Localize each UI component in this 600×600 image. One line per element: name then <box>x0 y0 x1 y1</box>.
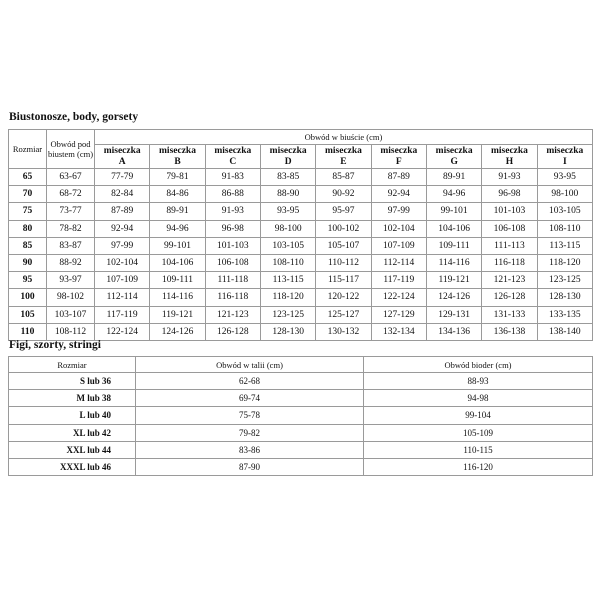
cup-value-cell: 113-115 <box>537 237 592 254</box>
cup-value-cell: 93-95 <box>537 169 592 186</box>
cup-value-cell: 111-113 <box>482 237 537 254</box>
waist-cell: 62-68 <box>136 373 364 390</box>
cup-value-cell: 98-100 <box>537 186 592 203</box>
cup-value-cell: 109-111 <box>150 272 205 289</box>
cup-value-cell: 104-106 <box>426 220 481 237</box>
size-cell: 100 <box>9 289 47 306</box>
cup-value-cell: 124-126 <box>150 323 205 340</box>
waist-cell: 79-82 <box>136 424 364 441</box>
cup-value-cell: 130-132 <box>316 323 371 340</box>
size-cell: S lub 36 <box>9 373 136 390</box>
cup-value-cell: 91-83 <box>205 169 260 186</box>
size-cell: 90 <box>9 254 47 271</box>
underbust-cell: 73-77 <box>47 203 95 220</box>
table-row <box>9 272 593 289</box>
cup-value-cell: 117-119 <box>371 272 426 289</box>
cup-value-cell: 97-99 <box>371 203 426 220</box>
cup-value-cell: 125-127 <box>316 306 371 323</box>
table-row <box>9 289 593 306</box>
cup-value-cell: 116-118 <box>482 254 537 271</box>
hips-cell: 94-98 <box>364 390 593 407</box>
cup-word: miseczka <box>103 145 141 156</box>
cup-value-cell: 116-118 <box>205 289 260 306</box>
hips-cell: 116-120 <box>364 458 593 475</box>
cup-value-cell: 138-140 <box>537 323 592 340</box>
cup-value-cell: 131-133 <box>482 306 537 323</box>
table-row <box>9 407 593 424</box>
cup-value-cell: 114-116 <box>150 289 205 306</box>
hips-cell: 105-109 <box>364 424 593 441</box>
cup-value-cell: 127-129 <box>371 306 426 323</box>
cup-value-cell: 96-98 <box>482 186 537 203</box>
cup-value-cell: 102-104 <box>371 220 426 237</box>
underbust-cell: 83-87 <box>47 237 95 254</box>
cup-letter: I <box>562 156 567 167</box>
cup-value-cell: 123-125 <box>537 272 592 289</box>
cup-value-cell: 91-93 <box>205 203 260 220</box>
size-cell: 75 <box>9 203 47 220</box>
cup-value-cell: 94-96 <box>426 186 481 203</box>
cup-value-cell: 113-115 <box>260 272 315 289</box>
cup-value-cell: 119-121 <box>426 272 481 289</box>
size-cell: M lub 38 <box>9 390 136 407</box>
cup-value-cell: 122-124 <box>95 323 150 340</box>
underbust-cell: 93-97 <box>47 272 95 289</box>
cup-value-cell: 82-84 <box>95 186 150 203</box>
cup-value-cell: 122-124 <box>371 289 426 306</box>
cup-value-cell: 84-86 <box>150 186 205 203</box>
cup-word: miseczka <box>214 145 252 156</box>
size-cell: 95 <box>9 272 47 289</box>
cup-value-cell: 101-103 <box>205 237 260 254</box>
cup-word: miseczka <box>546 145 584 156</box>
cup-value-cell: 99-101 <box>150 237 205 254</box>
header-hips: Obwód bioder (cm) <box>364 357 593 373</box>
cup-value-cell: 117-119 <box>95 306 150 323</box>
waist-cell: 75-78 <box>136 407 364 424</box>
table-row <box>9 458 593 475</box>
cup-value-cell: 126-128 <box>482 289 537 306</box>
cup-value-cell: 94-96 <box>150 220 205 237</box>
cup-letter: H <box>505 156 514 167</box>
table-row <box>9 441 593 458</box>
cup-value-cell: 92-94 <box>371 186 426 203</box>
cup-value-cell: 89-91 <box>150 203 205 220</box>
table-row <box>9 237 593 254</box>
cup-value-cell: 106-108 <box>482 220 537 237</box>
size-cell: 65 <box>9 169 47 186</box>
cup-value-cell: 91-93 <box>482 169 537 186</box>
cup-value-cell: 108-110 <box>260 254 315 271</box>
size-cell: XXXL lub 46 <box>9 458 136 475</box>
header-bust: Obwód w biuście (cm) <box>95 130 593 145</box>
cup-value-cell: 132-134 <box>371 323 426 340</box>
cup-header <box>316 145 371 169</box>
cup-value-cell: 121-123 <box>482 272 537 289</box>
cup-header <box>95 145 150 169</box>
cup-value-cell: 134-136 <box>426 323 481 340</box>
underbust-cell: 78-82 <box>47 220 95 237</box>
table-row <box>9 220 593 237</box>
cup-header <box>482 145 537 169</box>
cup-value-cell: 121-123 <box>205 306 260 323</box>
cup-value-cell: 104-106 <box>150 254 205 271</box>
size-cell: 85 <box>9 237 47 254</box>
cup-value-cell: 123-125 <box>260 306 315 323</box>
hips-cell: 110-115 <box>364 441 593 458</box>
cup-value-cell: 100-102 <box>316 220 371 237</box>
header-size: Rozmiar <box>9 357 136 373</box>
cup-value-cell: 110-112 <box>316 254 371 271</box>
cup-value-cell: 89-91 <box>426 169 481 186</box>
size-cell: 110 <box>9 323 47 340</box>
cup-value-cell: 96-98 <box>205 220 260 237</box>
cup-value-cell: 106-108 <box>205 254 260 271</box>
cup-letter: C <box>229 156 237 167</box>
table-row <box>9 323 593 340</box>
cup-value-cell: 136-138 <box>482 323 537 340</box>
table-row <box>9 373 593 390</box>
cup-value-cell: 112-114 <box>95 289 150 306</box>
cup-value-cell: 90-92 <box>316 186 371 203</box>
cup-value-cell: 108-110 <box>537 220 592 237</box>
cup-value-cell: 83-85 <box>260 169 315 186</box>
size-cell: 80 <box>9 220 47 237</box>
cup-word: miseczka <box>490 145 528 156</box>
cup-word: miseczka <box>435 145 473 156</box>
cup-letter: B <box>174 156 181 167</box>
cup-header <box>537 145 592 169</box>
table-row <box>9 390 593 407</box>
cup-word: miseczka <box>380 145 418 156</box>
cup-value-cell: 95-97 <box>316 203 371 220</box>
table-row <box>9 203 593 220</box>
cup-value-cell: 129-131 <box>426 306 481 323</box>
hips-cell: 99-104 <box>364 407 593 424</box>
cup-value-cell: 87-89 <box>371 169 426 186</box>
cup-value-cell: 88-90 <box>260 186 315 203</box>
underbust-cell: 103-107 <box>47 306 95 323</box>
underbust-cell: 63-67 <box>47 169 95 186</box>
cup-letter: A <box>118 156 126 167</box>
cup-value-cell: 79-81 <box>150 169 205 186</box>
cup-value-cell: 107-109 <box>95 272 150 289</box>
cup-value-cell: 103-105 <box>537 203 592 220</box>
cup-header <box>371 145 426 169</box>
cup-value-cell: 86-88 <box>205 186 260 203</box>
underbust-cell: 68-72 <box>47 186 95 203</box>
cup-value-cell: 85-87 <box>316 169 371 186</box>
cup-value-cell: 119-121 <box>150 306 205 323</box>
briefs-size-table <box>8 356 593 476</box>
header-underbust: Obwód pod biustem (cm) <box>47 130 95 169</box>
cup-value-cell: 128-130 <box>260 323 315 340</box>
header-waist: Obwód w talii (cm) <box>136 357 364 373</box>
cup-value-cell: 109-111 <box>426 237 481 254</box>
cup-header <box>205 145 260 169</box>
bra-size-table <box>8 129 593 341</box>
table-row <box>9 186 593 203</box>
cup-value-cell: 77-79 <box>95 169 150 186</box>
size-cell: 105 <box>9 306 47 323</box>
size-cell: 70 <box>9 186 47 203</box>
table-row <box>9 169 593 186</box>
cup-value-cell: 99-101 <box>426 203 481 220</box>
cup-letter: E <box>340 156 347 167</box>
cup-value-cell: 128-130 <box>537 289 592 306</box>
waist-cell: 69-74 <box>136 390 364 407</box>
cup-value-cell: 102-104 <box>95 254 150 271</box>
cup-word: miseczka <box>269 145 307 156</box>
hips-cell: 88-93 <box>364 373 593 390</box>
briefs-section-title: Figi, szorty, stringi <box>9 339 101 351</box>
cup-value-cell: 103-105 <box>260 237 315 254</box>
table-row <box>9 254 593 271</box>
cup-value-cell: 112-114 <box>371 254 426 271</box>
cup-letter: G <box>450 156 458 167</box>
table-row <box>9 424 593 441</box>
waist-cell: 87-90 <box>136 458 364 475</box>
size-cell: XXL lub 44 <box>9 441 136 458</box>
underbust-cell: 108-112 <box>47 323 95 340</box>
header-size: Rozmiar <box>9 130 47 169</box>
cup-value-cell: 115-117 <box>316 272 371 289</box>
cup-value-cell: 118-120 <box>537 254 592 271</box>
cup-value-cell: 120-122 <box>316 289 371 306</box>
cup-value-cell: 107-109 <box>371 237 426 254</box>
size-cell: XL lub 42 <box>9 424 136 441</box>
cup-value-cell: 105-107 <box>316 237 371 254</box>
cup-value-cell: 92-94 <box>95 220 150 237</box>
cup-value-cell: 118-120 <box>260 289 315 306</box>
cup-value-cell: 111-118 <box>205 272 260 289</box>
cup-header <box>260 145 315 169</box>
cup-value-cell: 97-99 <box>95 237 150 254</box>
underbust-cell: 88-92 <box>47 254 95 271</box>
waist-cell: 83-86 <box>136 441 364 458</box>
cup-letter: D <box>284 156 292 167</box>
cup-value-cell: 114-116 <box>426 254 481 271</box>
cup-value-cell: 124-126 <box>426 289 481 306</box>
cup-value-cell: 93-95 <box>260 203 315 220</box>
cup-value-cell: 98-100 <box>260 220 315 237</box>
cup-word: miseczka <box>325 145 362 156</box>
cup-value-cell: 133-135 <box>537 306 592 323</box>
table-row <box>9 306 593 323</box>
cup-value-cell: 87-89 <box>95 203 150 220</box>
cup-header <box>426 145 481 169</box>
cup-header <box>150 145 205 169</box>
size-cell: L lub 40 <box>9 407 136 424</box>
bra-section-title: Biustonosze, body, gorsety <box>9 111 139 123</box>
underbust-cell: 98-102 <box>47 289 95 306</box>
cup-letter: F <box>395 156 402 167</box>
cup-value-cell: 101-103 <box>482 203 537 220</box>
cup-word: miseczka <box>159 145 196 156</box>
cup-value-cell: 126-128 <box>205 323 260 340</box>
